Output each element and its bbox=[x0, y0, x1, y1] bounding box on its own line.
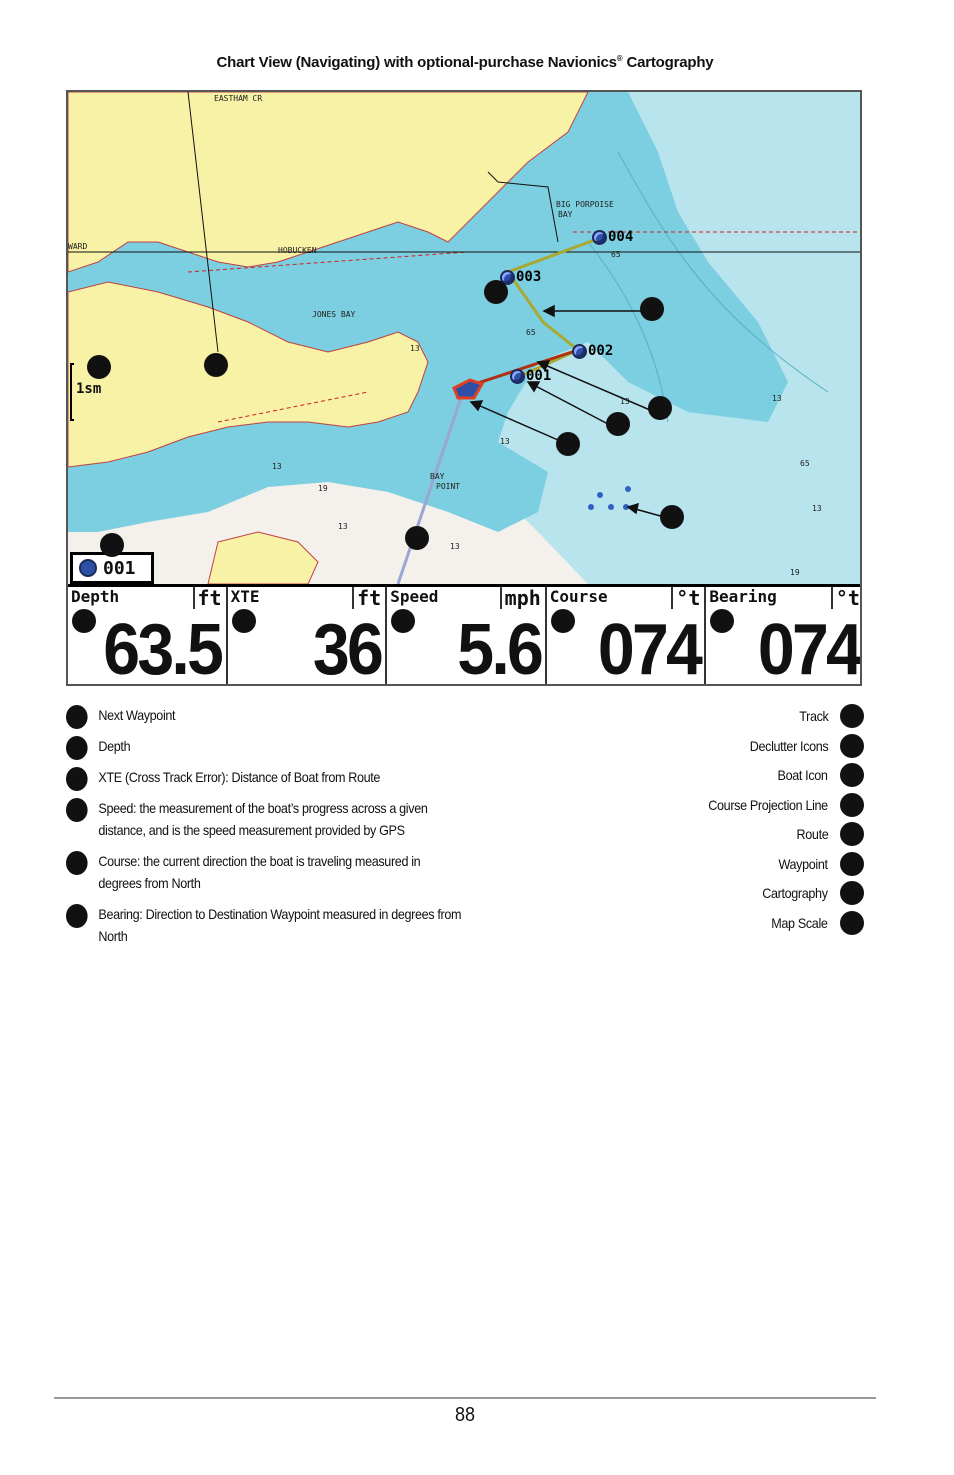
depth-label: 65 bbox=[526, 328, 536, 337]
waypoint-003[interactable] bbox=[500, 268, 541, 286]
legend-term: Bearing: bbox=[98, 906, 143, 922]
next-waypoint-label: 001 bbox=[103, 557, 136, 579]
legend-item bbox=[464, 704, 864, 734]
depth-label: 13 bbox=[450, 542, 460, 551]
depth-label: 13 bbox=[410, 344, 420, 353]
depth-label: 19 bbox=[790, 568, 800, 577]
waypoint-icon bbox=[572, 344, 587, 359]
callout-dot bbox=[66, 767, 88, 791]
legend-item bbox=[464, 763, 864, 793]
databox-value: 63.5 bbox=[103, 610, 222, 686]
databox-name: Course bbox=[549, 587, 608, 606]
legend-term: Boat Icon bbox=[777, 767, 828, 783]
databox-speed bbox=[387, 587, 547, 686]
callout-dot bbox=[66, 798, 88, 822]
waypoint-icon bbox=[510, 369, 525, 384]
place-label: EASTHAM CR bbox=[214, 94, 263, 103]
legend-item bbox=[66, 735, 462, 757]
depth-label: 13 bbox=[272, 462, 282, 471]
callout-dot bbox=[840, 911, 864, 935]
databox-course bbox=[547, 587, 707, 686]
legend-desc: Direction to Destination Waypoint measured in degrees from North bbox=[98, 906, 462, 944]
legend-right bbox=[464, 704, 864, 940]
legend-term: Declutter Icons bbox=[749, 737, 828, 754]
legend-item bbox=[66, 850, 462, 894]
waypoint-002[interactable] bbox=[572, 342, 613, 360]
legend-item bbox=[464, 852, 864, 882]
place-label: HOBUCKEN bbox=[278, 246, 317, 255]
caption-text: Chart View (Navigating) with optional-purchase Navionics bbox=[216, 54, 617, 71]
waypoint-icon bbox=[592, 230, 607, 245]
callout-dot bbox=[840, 763, 864, 787]
legend-term: Course Projection Line bbox=[708, 796, 828, 813]
legend-term: Route bbox=[796, 826, 828, 842]
databox-value: 074 bbox=[598, 610, 701, 686]
callout-dot bbox=[840, 852, 864, 876]
waypoint-label: 004 bbox=[608, 229, 634, 245]
legend-item bbox=[464, 911, 864, 941]
place-label: BAY bbox=[558, 210, 573, 219]
legend-desc: the measurement of the boat’s progress across a given distance, and is the speed measurement provided by GPS bbox=[98, 800, 428, 838]
place-label: BIG PORPOISE bbox=[556, 200, 614, 209]
callout-boat-icon bbox=[606, 412, 630, 436]
place-label: WARD bbox=[68, 242, 88, 251]
legend-term: Track bbox=[798, 708, 828, 724]
databox-unit: °t bbox=[831, 587, 860, 609]
legend-term: Speed: bbox=[98, 800, 137, 816]
callout-dot bbox=[840, 704, 864, 728]
databox-name: Depth bbox=[71, 587, 120, 606]
nautical-chart bbox=[68, 92, 862, 584]
callout-dot bbox=[840, 881, 864, 905]
legend-item bbox=[66, 797, 462, 841]
legend-term: Course: bbox=[98, 853, 141, 869]
legend-term: Depth bbox=[98, 738, 131, 754]
callout-declutter-icons bbox=[660, 505, 684, 529]
databox-name: Speed bbox=[390, 587, 439, 606]
footer-rule bbox=[54, 1397, 876, 1399]
waypoint-label: 001 bbox=[526, 368, 552, 384]
waypoint-icon bbox=[79, 559, 97, 577]
legend-item bbox=[464, 734, 864, 764]
databox-unit: °t bbox=[671, 587, 700, 609]
callout-next-waypoint bbox=[100, 533, 124, 557]
callout-dot bbox=[66, 904, 88, 928]
waypoint-label: 002 bbox=[588, 343, 614, 359]
legend-desc: Distance of Boat from Route bbox=[228, 769, 381, 785]
depth-label: 13 bbox=[812, 504, 822, 513]
legend-item bbox=[66, 903, 462, 947]
legend-term: Map Scale bbox=[771, 914, 828, 931]
callout-dot bbox=[391, 609, 415, 633]
depth-label: 65 bbox=[800, 459, 810, 468]
legend-term: XTE (Cross Track Error): bbox=[98, 769, 229, 785]
legend-item bbox=[464, 822, 864, 852]
legend-item bbox=[464, 881, 864, 911]
legend-item bbox=[66, 766, 462, 788]
callout-route bbox=[640, 297, 664, 321]
callout-dot bbox=[66, 705, 88, 729]
callout-map-scale bbox=[87, 355, 111, 379]
callout-dot bbox=[72, 609, 96, 633]
databox-value: 074 bbox=[757, 610, 860, 686]
callout-dot bbox=[840, 822, 864, 846]
callout-dot bbox=[840, 793, 864, 817]
databox-unit: ft bbox=[193, 587, 222, 609]
depth-label: 65 bbox=[611, 250, 621, 259]
callout-course-projection bbox=[648, 396, 672, 420]
databox-depth bbox=[68, 587, 228, 686]
callout-dot bbox=[66, 851, 88, 875]
depth-label: 13 bbox=[620, 397, 630, 406]
waypoint-004[interactable] bbox=[592, 228, 633, 246]
depth-label: 19 bbox=[318, 484, 328, 493]
page-number: 88 bbox=[454, 1404, 476, 1426]
callout-dot bbox=[551, 609, 575, 633]
place-label: BAY bbox=[430, 472, 445, 481]
chart-screen bbox=[66, 90, 862, 686]
databox-unit: mph bbox=[500, 587, 541, 609]
callout-declutter bbox=[556, 432, 580, 456]
callout-dot bbox=[232, 609, 256, 633]
databox-name: Bearing bbox=[709, 587, 777, 606]
callout-dot bbox=[66, 736, 88, 760]
databox-value: 5.6 bbox=[456, 610, 541, 686]
caption-text-end: Cartography bbox=[622, 54, 714, 71]
legend-item bbox=[464, 793, 864, 823]
legend-term: Cartography bbox=[762, 885, 828, 901]
figure-caption bbox=[0, 54, 930, 71]
place-label: POINT bbox=[436, 482, 461, 491]
callout-dot bbox=[710, 609, 734, 633]
depth-label: 13 bbox=[338, 522, 348, 531]
callout-cartography bbox=[204, 353, 228, 377]
depth-label: 13 bbox=[772, 394, 782, 403]
legend-left bbox=[66, 704, 506, 956]
databox-bearing bbox=[706, 587, 862, 686]
databox-value: 36 bbox=[313, 610, 382, 686]
databox-name: XTE bbox=[230, 587, 260, 606]
databox-unit: ft bbox=[352, 587, 381, 609]
legend-term: Next Waypoint bbox=[98, 707, 176, 723]
place-label: JONES BAY bbox=[312, 310, 356, 319]
legend-term: Waypoint bbox=[778, 855, 828, 872]
scale-bar bbox=[70, 363, 74, 421]
waypoint-label: 003 bbox=[516, 269, 542, 285]
waypoint-001[interactable] bbox=[510, 367, 551, 385]
callout-dot bbox=[840, 734, 864, 758]
scale-label: 1sm bbox=[76, 381, 102, 397]
depth-label: 13 bbox=[500, 437, 510, 446]
registered-mark: ® bbox=[616, 54, 623, 63]
callout-waypoint bbox=[484, 280, 508, 304]
data-bar bbox=[68, 584, 862, 686]
callout-track bbox=[405, 526, 429, 550]
legend-item bbox=[66, 704, 462, 726]
legend-desc: the current direction the boat is traveling measured in degrees from North bbox=[98, 853, 421, 891]
databox-xte bbox=[228, 587, 388, 686]
